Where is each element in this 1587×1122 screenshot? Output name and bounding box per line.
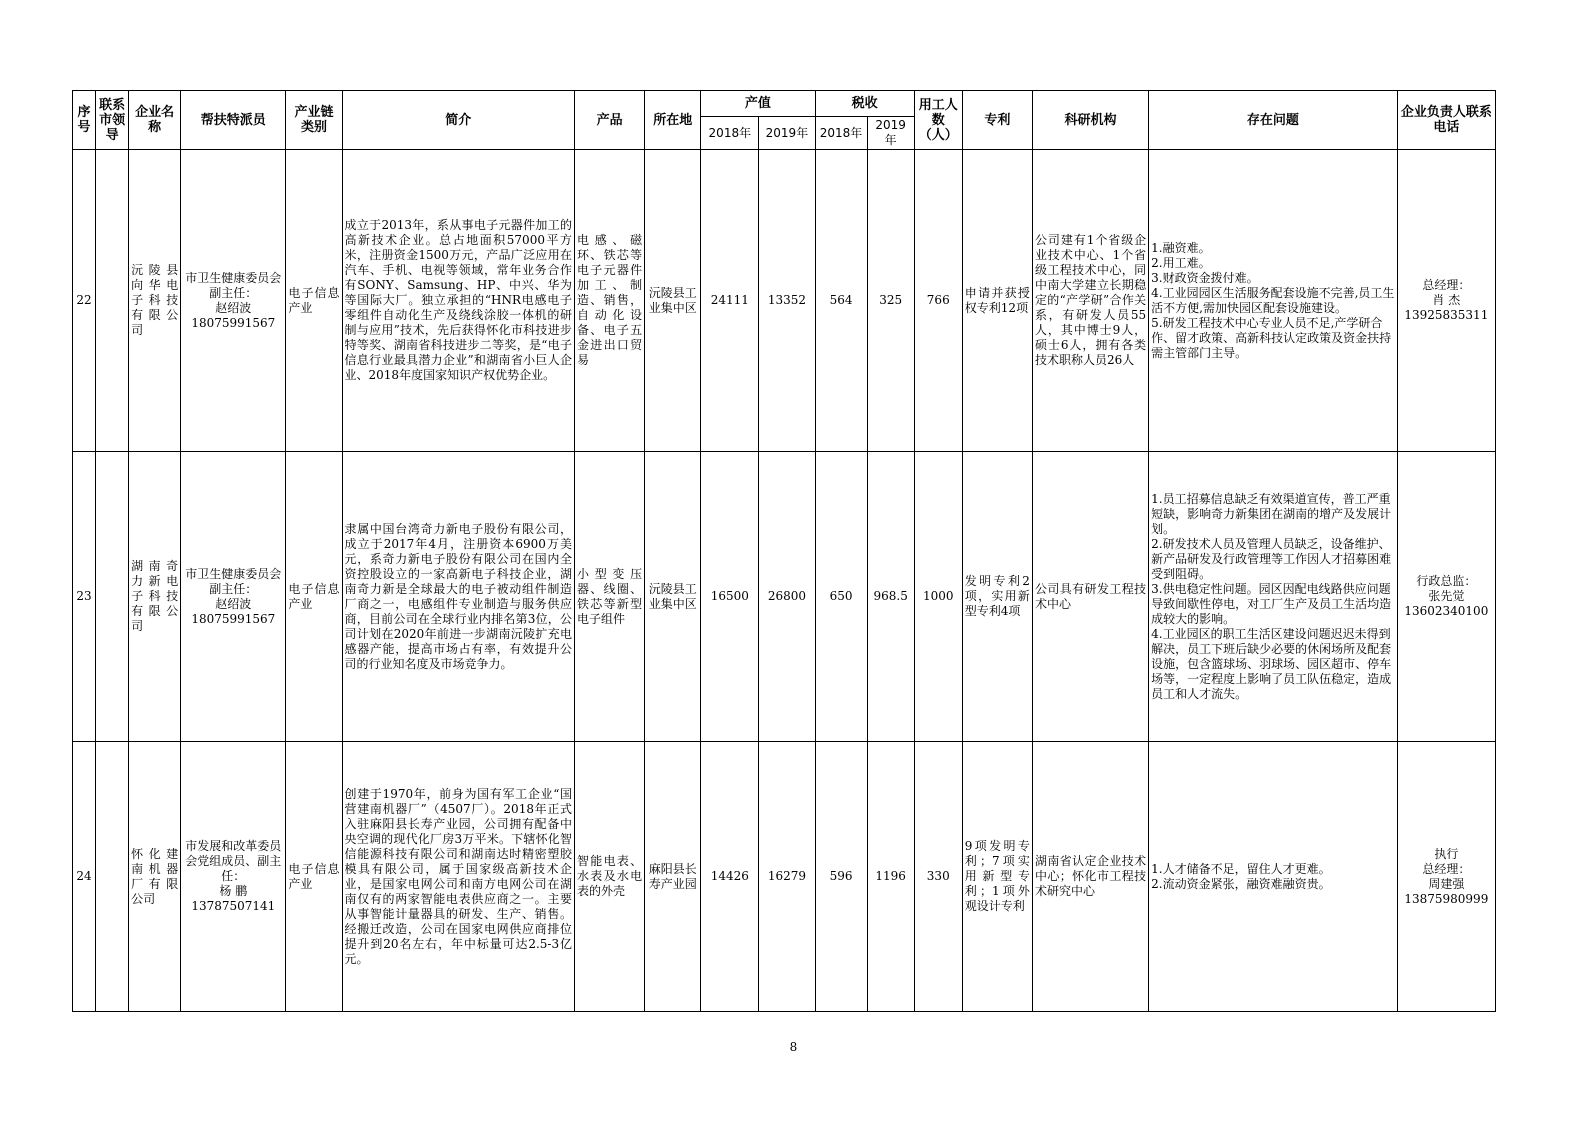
- cell-problems: 1.融资难。 2.用工难。 3.财政资金拨付难。 4.工业园园区生活服务配套设施不完善,员工生活不方便,需加快园区配套设施建设。 5.研发工程技术中心专业人员不足,产学研合作、留才政策、高新科技认定政策及资金扶持需主管部门主导。: [1149, 150, 1398, 452]
- header-problems: 存在问题: [1149, 91, 1398, 150]
- cell-intro: 创建于1970年，前身为国有军工企业“国营建南机器厂”（4507厂）。2018年正式入驻麻阳县长寿产业园，公司拥有配备中央空调的现代化厂房3万平米。下辖怀化智信能源科技有限公司和湖南达时精密塑胶模具有限公司，属于国家级高新技术企业，是国家电网公司和南方电网公司在湖南仅有的两家智能电表供应商之一。主要从事智能计量器具的研发、生产、销售。经搬迁改造，公司在国家电网供应商排位提升到20名左右，年中标量可达2.5-3亿元。: [342, 742, 574, 1012]
- cell-staff: 330: [914, 742, 962, 1012]
- cell-industry: 电子信息产业: [286, 452, 342, 742]
- header-contact: 企业负责人联系电话: [1397, 91, 1495, 150]
- cell-seq: 24: [73, 742, 96, 1012]
- cell-problems: 1.员工招募信息缺乏有效渠道宣传，普工严重短缺，影响奇力新集团在湖南的增产及发展计划。 2.研发技术人员及管理人员缺乏，设备维护、新产品研发及行政管理等工作因人才招募困难受到阻碍。 3.供电稳定性问题。园区因配电线路供应问题导致间歇性停电，对工厂生产及员工生活均造成较大的影响。 4.工业园区的职工生活区建设问题迟迟未得到解决，员工下班后缺少必要的休闲场所及配套设施，包含篮球场、羽球场、园区超市、停车场等，一定程度上影响了员工队伍稳定，造成员工和人才流失。: [1149, 452, 1398, 742]
- cell-staff: 1000: [914, 452, 962, 742]
- cell-tax-2019: 325: [867, 150, 914, 452]
- header-tax-2019: 2019年: [867, 117, 914, 150]
- cell-seq: 23: [73, 452, 96, 742]
- cell-tax-2019: 968.5: [867, 452, 914, 742]
- header-staff: 用工人数（人）: [914, 91, 962, 150]
- header-output-2019: 2019年: [759, 117, 815, 150]
- cell-patent: 申请并获授权专利12项: [962, 150, 1032, 452]
- cell-product: 小型变压器、线圈、铁芯等新型电子组件: [575, 452, 645, 742]
- table-row: [73, 452, 1496, 742]
- cell-location: 麻阳县长寿产业园: [645, 742, 701, 1012]
- cell-company: 沅陵县向华电子科技有限公司: [129, 150, 181, 452]
- header-seq: 序号: [73, 91, 96, 150]
- header-research: 科研机构: [1032, 91, 1148, 150]
- cell-output-2019: 16279: [759, 742, 815, 1012]
- cell-commissioner: 市发展和改革委员会党组成员、副主任： 杨 鹏 13787507141: [181, 742, 286, 1012]
- header-location: 所在地: [645, 91, 701, 150]
- cell-product: 电感、磁环、铁芯等电子元器件加工、制造、销售，自动化设备、电子五金进出口贸易: [575, 150, 645, 452]
- cell-product: 智能电表、水表及水电表的外壳: [575, 742, 645, 1012]
- cell-commissioner: 市卫生健康委员会副主任： 赵绍波 18075991567: [181, 452, 286, 742]
- cell-location: 沅陵县工业集中区: [645, 452, 701, 742]
- cell-location: 沅陵县工业集中区: [645, 150, 701, 452]
- cell-industry: 电子信息产业: [286, 150, 342, 452]
- cell-output-2018: 16500: [701, 452, 759, 742]
- cell-leader: [96, 742, 129, 1012]
- cell-contact: 总经理： 肖 杰 13925835311: [1397, 150, 1495, 452]
- cell-company: 湖南奇力新电子科技有限公司: [129, 452, 181, 742]
- header-patent: 专利: [962, 91, 1032, 150]
- cell-commissioner: 市卫生健康委员会副主任： 赵绍波 18075991567: [181, 150, 286, 452]
- page-number: 8: [789, 1040, 798, 1054]
- cell-tax-2019: 1196: [867, 742, 914, 1012]
- cell-output-2018: 14426: [701, 742, 759, 1012]
- cell-problems: 1.人才储备不足，留住人才更难。 2.流动资金紧张，融资难融资贵。: [1149, 742, 1398, 1012]
- cell-tax-2018: 564: [815, 150, 867, 452]
- header-tax: 税收: [815, 91, 914, 117]
- header-product: 产品: [575, 91, 645, 150]
- header-tax-2018: 2018年: [815, 117, 867, 150]
- header-leader: 联系市领导: [96, 91, 129, 150]
- cell-output-2019: 13352: [759, 150, 815, 452]
- cell-research: 湖南省认定企业技术中心；怀化市工程技术研究中心: [1032, 742, 1148, 1012]
- cell-leader: [96, 452, 129, 742]
- header-intro: 简介: [342, 91, 574, 150]
- cell-staff: 766: [914, 150, 962, 452]
- cell-research: 公司建有1个省级企业技术中心、1个省级工程技术中心，同中南大学建立长期稳定的“产学研”合作关系，有研发人员55人，其中博士9人，硕士6人，拥有各类技术职称人员26人: [1032, 150, 1148, 452]
- cell-output-2018: 24111: [701, 150, 759, 452]
- table-row: [73, 742, 1496, 1012]
- enterprise-table: [72, 90, 1496, 1012]
- cell-tax-2018: 650: [815, 452, 867, 742]
- cell-research: 公司具有研发工程技术中心: [1032, 452, 1148, 742]
- header-industry: 产业链类别: [286, 91, 342, 150]
- cell-industry: 电子信息产业: [286, 742, 342, 1012]
- cell-output-2019: 26800: [759, 452, 815, 742]
- table-row: [73, 150, 1496, 452]
- cell-intro: 成立于2013年，系从事电子元器件加工的高新技术企业。总占地面积57000平方米，注册资金1500万元，产品广泛应用在汽车、手机、电视等领域，常年业务合作有SONY、Samsung、HP、中兴、华为等国际大厂。独立承担的“HNR电感电子零组件自动化生产及绕线涂胶一体机的研制与应用”技术，先后获得怀化市科技进步特等奖、湖南省科技进步二等奖，是“电子信息行业最具潜力企业”和湖南省小巨人企业、2018年度国家知识产权优势企业。: [342, 150, 574, 452]
- header-output: 产值: [701, 91, 815, 117]
- cell-seq: 22: [73, 150, 96, 452]
- cell-intro: 隶属中国台湾奇力新电子股份有限公司，成立于2017年4月，注册资本6900万美元，系奇力新电子股份有限公司在国内全资控股设立的一家高新电子科技企业，湖南奇力新是全球最大的电子被动组件制造厂商之一，电感组件专业制造与服务供应商，目前公司在全球行业内排名第3位，公司计划在2020年前进一步湖南沅陵扩充电感器产能，提高市场占有率，有效提升公司的行业知名度及市场竞争力。: [342, 452, 574, 742]
- cell-contact: 执行 总经理： 周建强 13875980999: [1397, 742, 1495, 1012]
- cell-tax-2018: 596: [815, 742, 867, 1012]
- header-company: 企业名称: [129, 91, 181, 150]
- cell-patent: 发明专利2项，实用新型专利4项: [962, 452, 1032, 742]
- header-row-1: [73, 91, 1496, 117]
- cell-patent: 9项发明专利；7项实用新型专利；1项外观设计专利: [962, 742, 1032, 1012]
- cell-company: 怀化建南机器厂有限公司: [129, 742, 181, 1012]
- cell-contact: 行政总监： 张先觉 13602340100: [1397, 452, 1495, 742]
- cell-leader: [96, 150, 129, 452]
- header-commissioner: 帮扶特派员: [181, 91, 286, 150]
- header-output-2018: 2018年: [701, 117, 759, 150]
